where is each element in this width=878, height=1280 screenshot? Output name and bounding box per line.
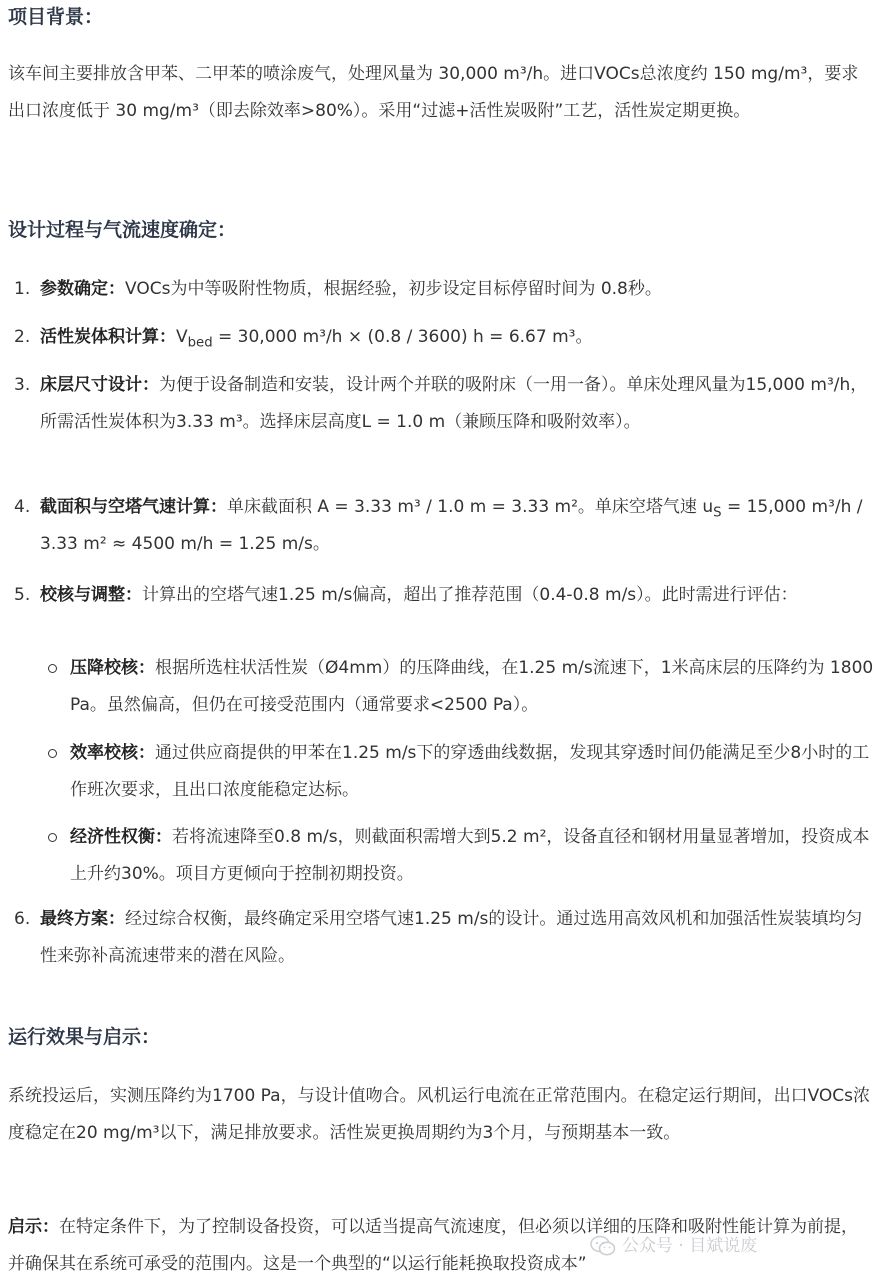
formula-symbol: V	[176, 327, 188, 347]
sub-item-label: 经济性权衡：	[70, 827, 172, 847]
item-label: 截面积与空塔气速计算：	[40, 497, 227, 517]
list-item-5	[0, 577, 874, 614]
list-item-4	[0, 489, 874, 563]
list-item-3	[0, 367, 874, 441]
list-item-6	[0, 901, 874, 975]
item-text: 单床截面积 A = 3.33 m³ / 1.0 m = 3.33 m²。单床空塔气速 u	[227, 497, 714, 517]
list-item-1	[0, 271, 874, 308]
item-label: 参数确定：	[40, 279, 125, 299]
circle-bullet-icon	[48, 749, 57, 758]
list-number: 6.	[14, 909, 31, 929]
sub-item-text: 若将流速降至0.8 m/s，则截面积需增大到5.2 m²，设备直径和钢材用量显著增加，投资成本上升约30%。项目方更倾向于控制初期投资。	[70, 827, 870, 884]
list-number: 4.	[14, 497, 31, 517]
sub-item-text: 通过供应商提供的甲苯在1.25 m/s下的穿透曲线数据，发现其穿透时间仍能满足至少8小时的工作班次要求，且出口浓度能稳定达标。	[70, 743, 870, 800]
item-label: 校核与调整：	[40, 585, 142, 605]
list-number: 1.	[14, 279, 31, 299]
insight-label: 启示：	[8, 1217, 59, 1237]
sub-item-label: 效率校核：	[70, 743, 155, 763]
formula-subscript: bed	[187, 335, 213, 351]
circle-bullet-icon	[48, 664, 57, 673]
watermark	[590, 1231, 757, 1261]
item-text: VOCs为中等吸附性物质，根据经验，初步设定目标停留时间为 0.8秒。	[125, 279, 662, 299]
heading-results-insights: 运行效果与启示：	[8, 1026, 161, 1048]
list-number: 5.	[14, 585, 31, 605]
item-text: = 30,000 m³/h × (0.8 / 3600) h = 6.67 m³。	[212, 327, 593, 347]
sub-item-efficiency-check	[40, 735, 874, 809]
item-label: 最终方案：	[40, 909, 125, 929]
item-label: 活性炭体积计算：	[40, 327, 176, 347]
formula-subscript: S	[713, 505, 722, 521]
heading-design-process: 设计过程与气流速度确定：	[8, 219, 237, 241]
list-number: 3.	[14, 375, 31, 395]
paragraph-project-background: 该车间主要排放含甲苯、二甲苯的喷涂废气，处理风量为 30,000 m³/h。进口VOCs总浓度约 150 mg/m³，要求出口浓度低于 30 mg/m³（即去除效率>80%）。采用“过滤+活性炭吸附”工艺，活性炭定期更换。	[8, 64, 859, 121]
item-text: = 15,000 m³/h / 3.33 m² ≈ 4500 m/h = 1.25 m/s。	[40, 497, 863, 554]
item-text: 为便于设备制造和安装，设计两个并联的吸附床（一用一备）。单床处理风量为15,000 m³/h，所需活性炭体积为3.33 m³。选择床层高度L = 1.0 m（兼顾压降和吸附效率）。	[40, 375, 868, 432]
item-text: 经过综合权衡，最终确定采用空塔气速1.25 m/s的设计。通过选用高效风机和加强活性炭装填均匀性来弥补高流速带来的潜在风险。	[40, 909, 863, 966]
item-text: 计算出的空塔气速1.25 m/s偏高，超出了推荐范围（0.4-0.8 m/s）。此时需进行评估：	[142, 585, 798, 605]
paragraph-results: 系统投运后，实测压降约为1700 Pa，与设计值吻合。风机运行电流在正常范围内。在稳定运行期间，出口VOCs浓度稳定在20 mg/m³以下，满足排放要求。活性炭更换周期约为3个月，与预期基本一致。	[8, 1086, 871, 1143]
sub-item-pressure-check	[40, 650, 874, 724]
item-label: 床层尺寸设计：	[40, 375, 159, 395]
sub-item-label: 压降校核：	[70, 658, 155, 678]
watermark-text: 公众号 · 目斌说废	[622, 1235, 758, 1256]
list-item-2	[0, 319, 874, 356]
insight-text: 在特定条件下，为了控制设备投资，可以适当提高气流速度，但必须以详细的压降和吸附性能计算为前提，并确保其在系统可承受的范围内。这是一个典型的“以运行能耗换取投资成本”	[8, 1217, 858, 1274]
list-number: 2.	[14, 327, 31, 347]
wechat-logo-icon	[590, 1235, 616, 1257]
sub-item-text: 根据所选柱状活性炭（Ø4mm）的压降曲线，在1.25 m/s流速下，1米高床层的压降约为 1800 Pa。虽然偏高，但仍在可接受范围内（通常要求<2500 Pa）。	[70, 658, 874, 715]
heading-project-background: 项目背景：	[8, 6, 104, 28]
sub-item-economic-tradeoff	[40, 819, 874, 893]
circle-bullet-icon	[48, 833, 57, 842]
